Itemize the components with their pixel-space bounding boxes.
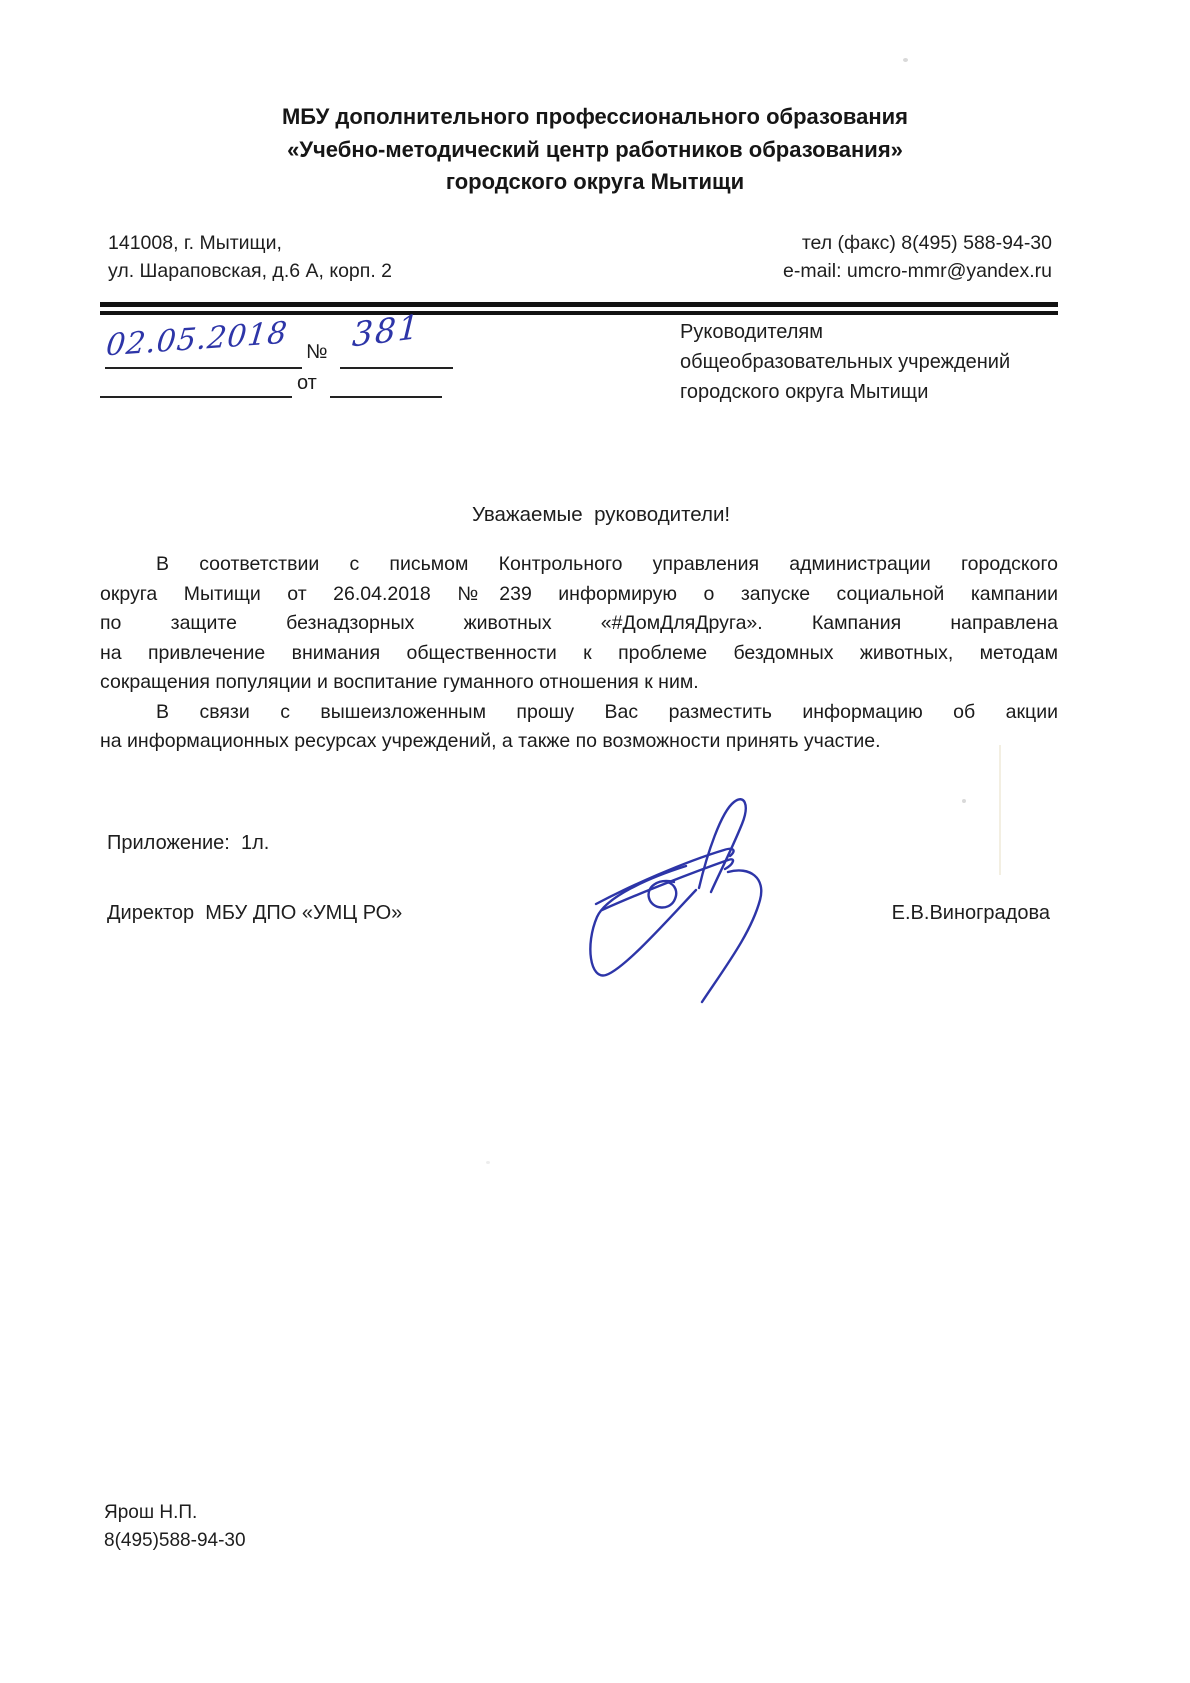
body-line: на привлечение внимания общественности к проблеме бездомных животных, методам — [100, 641, 1058, 664]
org-address — [108, 229, 392, 285]
addressee-line3: городского округа Мытищи — [680, 381, 929, 403]
number-sign-label: № — [306, 341, 328, 363]
address-line2: ул. Шараповская, д.6 А, корп. 2 — [108, 260, 393, 282]
body-line: на информационных ресурсах учреждений, а также по возможности принять участие. — [100, 730, 881, 752]
number-underline — [340, 367, 453, 369]
body-paragraph-1 — [100, 550, 1058, 698]
addressee-line1: Руководителям — [680, 321, 824, 343]
body-line: по защите безнадзорных животных «#ДомДляДруга». Кампания направлена — [100, 612, 1058, 634]
header-rule-bottom — [100, 311, 1058, 315]
body-line: В связи с вышеизложенным прошу Вас разместить информацию об акции — [156, 700, 1058, 723]
scan-speck — [486, 1161, 490, 1164]
addressee-line2: общеобразовательных учреждений — [680, 351, 1011, 373]
org-name-line2: «Учебно-методический центр работников образования» — [287, 136, 903, 162]
org-name-line1: МБУ дополнительного профессионального образования — [281, 104, 908, 129]
scan-artifact-line — [999, 745, 1001, 875]
signature-ink-icon — [578, 790, 788, 1010]
body-line: округа Мытищи от 26.04.2018 №239 информирую о запуске социальной кампании — [100, 582, 1058, 605]
org-contacts — [783, 229, 1052, 285]
body-text — [100, 550, 1058, 757]
reply-date-underline — [100, 396, 292, 398]
body-line: сокращения популяции и воспитание гуманного отношения к ним. — [100, 671, 699, 693]
handwritten-number: 381 — [351, 306, 422, 355]
addressee-block — [680, 317, 1010, 407]
scan-speck — [903, 58, 908, 62]
header-rule-top — [100, 302, 1058, 307]
reply-number-underline — [330, 396, 442, 398]
org-header — [0, 101, 1190, 199]
executor-block — [104, 1499, 246, 1554]
from-label: от — [297, 372, 317, 394]
signer-position: Директор МБУ ДПО «УМЦ РО» — [107, 902, 403, 924]
attachment-note: Приложение: 1л. — [107, 832, 270, 854]
body-paragraph-2 — [100, 698, 1058, 757]
org-name-line3: городского округа Мытищи — [445, 169, 745, 194]
signer-name: Е.В.Виноградова — [891, 902, 1050, 924]
executor-name: Ярош Н.П. — [104, 1502, 198, 1523]
salutation: Уважаемые руководители! — [472, 503, 731, 526]
body-line: В соответствии с письмом Контрольного управления администрации городского — [156, 553, 1058, 575]
date-underline — [105, 367, 302, 369]
org-phone: тел (факс) 8(495) 588-94-30 — [801, 232, 1052, 254]
scan-speck — [962, 799, 966, 803]
org-email: e-mail: umcro-mmr@yandex.ru — [782, 260, 1052, 282]
executor-phone: 8(495)588-94-30 — [104, 1529, 246, 1551]
handwritten-date: 02.05.2018 — [104, 315, 290, 364]
address-line1: 141008, г. Мытищи, — [108, 232, 282, 254]
